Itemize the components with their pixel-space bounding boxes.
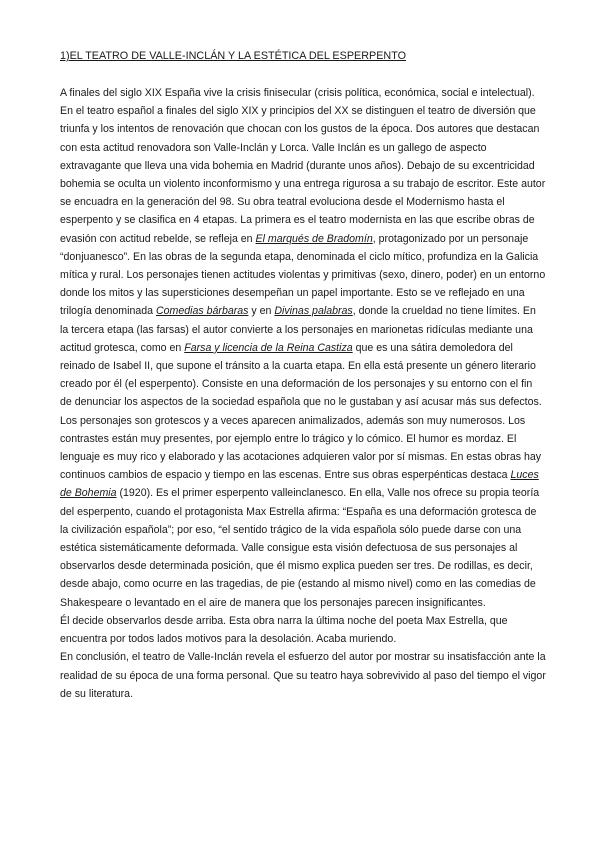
- paragraph-main: [60, 84, 546, 612]
- work-title-divinas-palabras: Divinas palabras: [274, 305, 353, 318]
- work-title-luces-de-bohemia: Luces de Bohemia: [60, 469, 539, 500]
- text-run: (1920). Es el primer esperpento valleinclanesco. En ella, Valle nos ofrece su propia teoría del esperpento, cuando el protagonista Max Estrella afirma: “España es una deformación grotesca de la civilización española”; por eso, “el sentido trágico de la vida española sólo puede darse con una estética sistemáticamente deformada. Valle consigue esta visión defectuosa de sus personajes al observarlos desde determinada posición, que él mismo explica pueden ser tres. De rodillas, es decir, desde abajo, como ocurre en las tragedias, de pie (estando al mismo nivel) como en las comedias de Shakespeare o levantado en el aire de manera que los personajes parecen insignificantes.: [60, 487, 540, 609]
- work-title-marques-de-bradomin: El marqués de Bradomín: [255, 232, 373, 245]
- work-title-comedias-barbaras: Comedias bárbaras: [156, 305, 249, 318]
- paragraph-conclusion: En conclusión, el teatro de Valle-Inclán revela el esfuerzo del autor por mostrar su insatisfacción ante la realidad de su época de una forma personal. Que su teatro haya sobrevivido al paso del tiempo el vigor de su literatura.: [60, 651, 546, 700]
- page-title: 1)EL TEATRO DE VALLE-INCLÁN Y LA ESTÉTICA DEL ESPERPENTO: [60, 50, 407, 62]
- text-run: , protagonizado por un personaje “donjuanesco”. En las obras de la segunda etapa, denominada el ciclo mítico, profundiza en la Galicia mítica y rural. Los personajes tienen actitudes violentas y primitivas (sexo, dinero, poder) en un entorno donde los mitos y las supersticiones desempeñan un papel importante. Esto se ve reflejado en una trilogía denominada: [60, 232, 546, 318]
- work-title-farsa-reina-castiza: Farsa y licencia de la Reina Castiza: [184, 341, 353, 354]
- text-run: A finales del siglo XIX España vive la crisis finisecular (crisis política, económica, social e intelectual). En el teatro español a finales del siglo XIX y principios del XX se distinguen el teatro de diversión que triunfa y los intentos de renovación que chocan con los gustos de la época. Dos autores que destacan con esta actitud renovadora son Valle-Inclán y Lorca. Valle Inclán es un gallego de aspecto extravagante que lleva una vida bohemia en Madrid (durante unos años). Debajo de su excentricidad bohemia se oculta un violento inconformismo y una entrega rigurosa a su trabajo de escritor. Este autor se encuadra en la generación del 98. Su obra teatral evoluciona desde el Modernismo hasta el esperpento y se clasifica en 4 etapas. La primera es el teatro modernista en las que escribe obras de evasión con actitud rebelde, se refleja en: [60, 87, 546, 245]
- text-run: , donde la crueldad no tiene límites. En la tercera etapa (las farsas) el autor convierte a los personajes en marionetas ridículas mediante una actitud grotesca, como en: [60, 305, 536, 354]
- document-body: [60, 84, 546, 703]
- paragraph-max-estrella: Él decide observarlos desde arriba. Esta obra narra la última noche del poeta Max Estrella, que encuentra por todos lados motivos para la desolación. Acaba muriendo.: [60, 614, 508, 646]
- text-run: y en: [248, 305, 275, 318]
- text-run: que es una sátira demoledora del reinado de Isabel II, que supone el tránsito a la cuarta etapa. En ella está presente un género literario creado por él (el esperpento). Consiste en una deformación de los personajes y su entorno con el fin de denunciar los aspectos de la sociedad española que no le gustaban y así acusar más sus defectos. Los personajes son grotescos y a veces aparecen animalizados, además son muy numerosos. Los contrastes están muy presentes, por ejemplo entre lo trágico y lo cómico. El humor es mordaz. El lenguaje es muy rico y elaborado y las acotaciones adquieren valor por sí mismas. En estas obras hay continuos cambios de espacio y tiempo en las escenas. Entre sus obras esperpénticas destaca: [60, 341, 542, 482]
